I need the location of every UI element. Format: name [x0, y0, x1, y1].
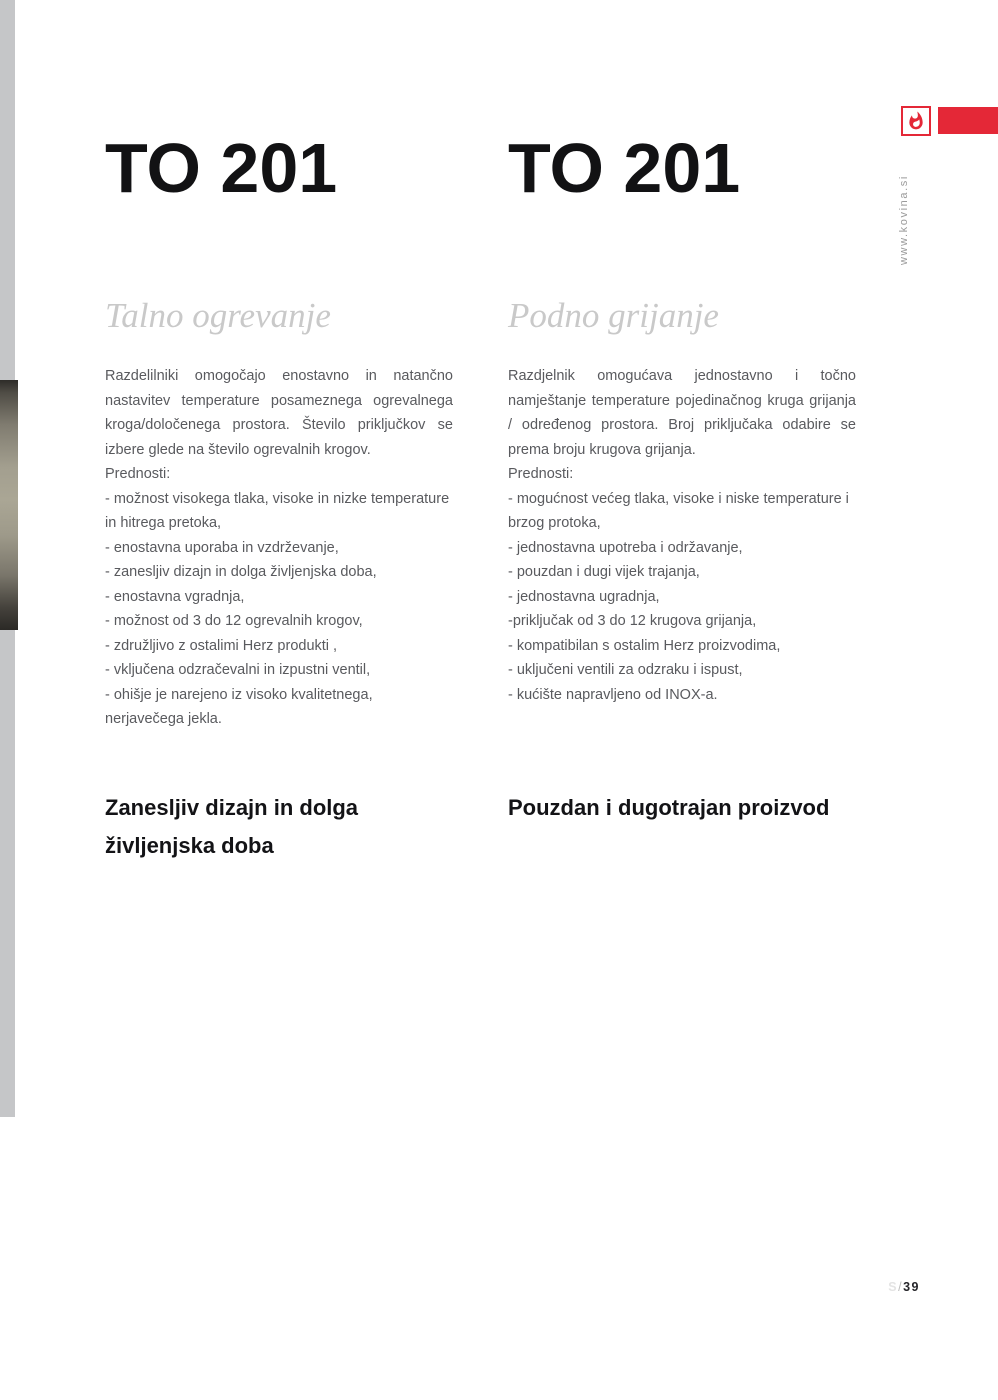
- page-number: 39: [903, 1280, 920, 1294]
- product-model-title: TO 201: [508, 129, 741, 207]
- benefit-item: - enostavna uporaba in vzdrževanje,: [105, 539, 339, 556]
- statement-heading: Pouzdan i dugotrajan proizvod: [508, 795, 830, 820]
- product-model-title: TO 201: [105, 129, 338, 207]
- category-subtitle: Talno ogrevanje: [105, 296, 331, 335]
- benefit-item: - uključeni ventili za odzraku i ispust,: [508, 662, 743, 678]
- intro-paragraph: Razdelilniki omogočajo enostavno in natančno nastavitev temperature posameznega ogrevalnega kroga/določenega prostora. Število priključkov se izbere glede na število ogrevalnih krogov.: [105, 368, 453, 458]
- benefit-item: - pouzdan i dugi vijek trajanja,: [508, 564, 700, 580]
- benefit-item: - ohišje je narejeno iz visoko kvalitetnega, nerjavečega jekla.: [105, 686, 373, 727]
- benefit-item: -priključak od 3 do 12 krugova grijanja,: [508, 613, 757, 629]
- flame-icon: [906, 111, 926, 131]
- product-photo-sliver: [0, 380, 18, 630]
- category-subtitle: Podno grijanje: [508, 296, 719, 335]
- benefit-item: - mogućnost većeg tlaka, visoke i niske temperature i brzog protoka,: [508, 490, 849, 531]
- page-number-marker: [888, 1280, 920, 1294]
- benefit-item: - možnost visokega tlaka, visoke in nizke temperature in hitrega pretoka,: [105, 490, 450, 531]
- benefit-item: - vključena odzračevalni in izpustni ventil,: [105, 662, 371, 678]
- body-text: [105, 364, 453, 732]
- benefit-item: - zanesljiv dizajn in dolga življenjska doba,: [105, 564, 377, 580]
- intro-paragraph: Razdjelnik omogućava jednostavno i točno namještanje temperature pojedinačnog kruga grijanja / određenog prostora. Broj priključaka odabire se prema broju krugova grijanja.: [508, 368, 856, 458]
- flame-badge: [901, 106, 931, 136]
- benefit-item: - jednostavna ugradnja,: [508, 588, 660, 605]
- header-red-bar: [938, 107, 998, 134]
- benefit-item: - kućište napravljeno od INOX-a.: [508, 686, 718, 703]
- website-vertical-text: www.kovina.si: [898, 175, 910, 265]
- benefit-item: - jednostavna upotreba i održavanje,: [508, 539, 743, 556]
- benefit-item: - kompatibilan s ostalim Herz proizvodima,: [508, 637, 781, 654]
- benefit-item: - enostavna vgradnja,: [105, 588, 245, 605]
- benefits-label: Prednosti:: [105, 466, 171, 482]
- benefits-label: Prednosti:: [508, 466, 574, 482]
- benefit-item: - združljivo z ostalimi Herz produkti ,: [105, 637, 338, 654]
- body-text: [508, 364, 856, 707]
- page-prefix: S: [888, 1280, 899, 1294]
- statement-heading: Zanesljiv dizajn in dolga življenjska doba: [105, 795, 359, 858]
- benefit-item: - možnost od 3 do 12 ogrevalnih krogov,: [105, 613, 363, 629]
- page-separator: /: [898, 1280, 904, 1294]
